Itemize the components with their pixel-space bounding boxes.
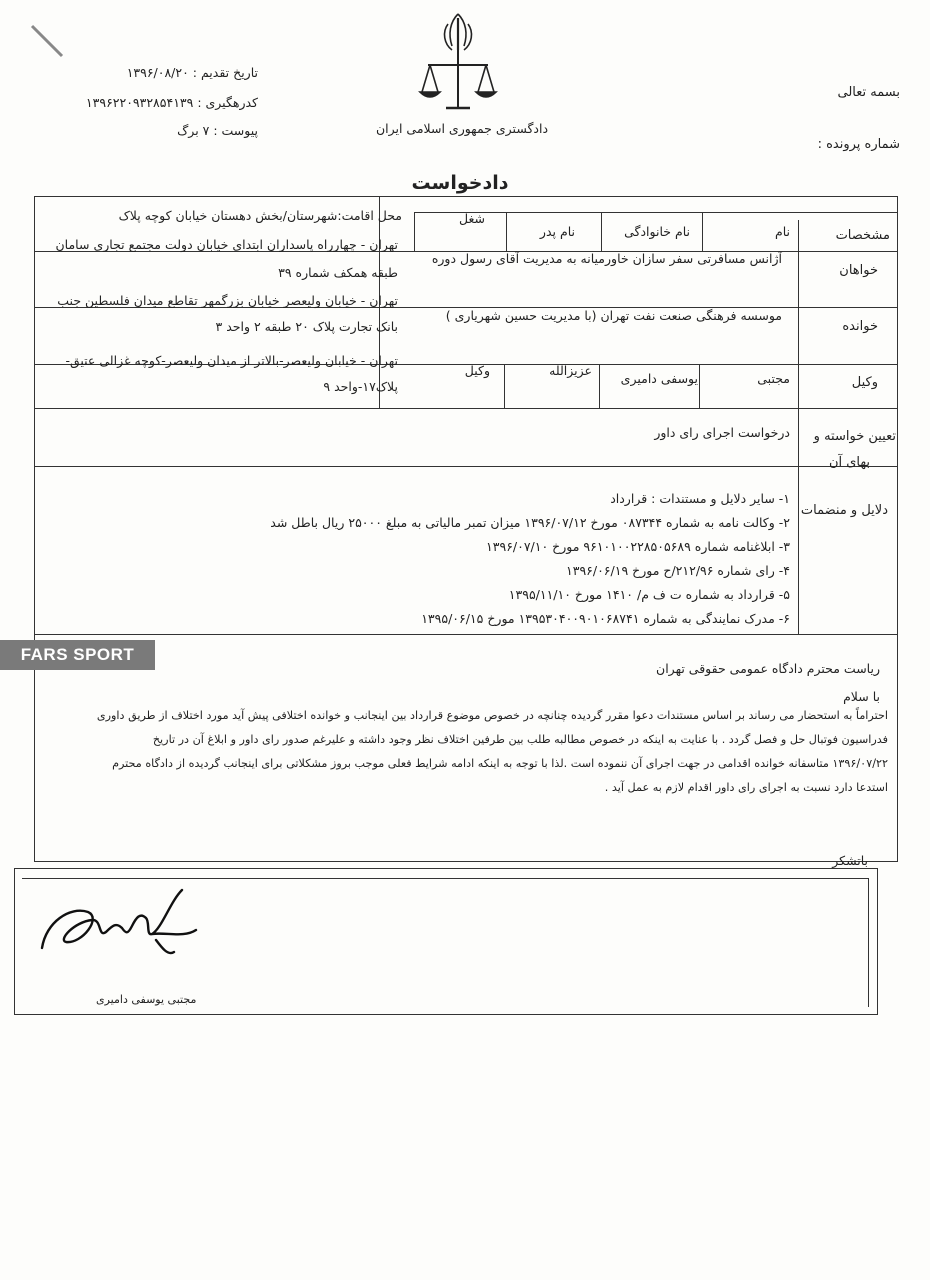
- evidence-item: ۲- وکالت نامه به شماره ۰۸۷۳۴۴ مورخ ۱۳۹۶/۰۷/۱۲ میزان تمبر مالیاتی به مبلغ ۲۵۰۰۰ ریال باطل شد: [270, 515, 790, 530]
- submit-date: تاریخ تقدیم : ۱۳۹۶/۰۸/۲۰: [126, 65, 258, 80]
- col-header-name: نام: [774, 224, 790, 239]
- lawyer-job: وکیل: [464, 363, 490, 378]
- letter-addressee: ریاست محترم دادگاه عمومی حقوقی تهران: [656, 661, 880, 676]
- signature-name: مجتبی یوسفی دامیری: [96, 993, 197, 1006]
- letter-closing: باتشکر: [832, 853, 868, 868]
- letter-line: استدعا دارد نسبت به اجرای رای داور اقدام لازم به عمل آید .: [604, 781, 888, 794]
- evidence-list: [270, 490, 790, 634]
- col-header-family: نام خانوادگی: [624, 224, 690, 239]
- lawyer-first-name: مجتبی: [757, 371, 790, 386]
- plaintiff-address-line1: تهران - چهارراه پاسداران ابتدای خیابان دولت مجتمع تجاری سامان: [55, 237, 398, 252]
- lawyer-last-name: یوسفی دامیری: [620, 371, 698, 386]
- defendant-label: خوانده: [842, 319, 878, 334]
- evidence-item: ۳- ابلاغنامه شماره ۹۶۱۰۱۰۰۲۲۸۵۰۵۶۸۹ مورخ ۱۳۹۶/۰۷/۱۰: [486, 539, 790, 554]
- letter-line: ۱۳۹۶/۰۷/۲۲ متاسفانه خوانده اقدامی در جهت اجرای آن ننموده است .لذا با توجه به اینکه ادامه شرایط فعلی موجب بروز مشکلاتی برای اینجانب گردیده از دادگاه محترم: [112, 757, 888, 770]
- evidence-item: ۱- سایر دلایل و مستندات : قرارداد: [610, 491, 790, 506]
- lawyer-address-line1: تهران - خیابان ولیعصر-بالاتر از میدان ولیعصر-کوچه غزالی عتیق-: [65, 353, 398, 368]
- besmeh: بسمه تعالی: [837, 85, 900, 100]
- scratch-mark: [28, 22, 68, 62]
- col-header-job: شغل: [459, 211, 485, 226]
- fars-sport-watermark: FARS SPORT: [0, 640, 155, 670]
- defendant-address-line2: بانک تجارت پلاک ۲۰ طبقه ۲ واحد ۳: [215, 319, 398, 334]
- evidence-item: ۴- رای شماره ۲۱۲/۹۶/ح مورخ ۱۳۹۶/۰۶/۱۹: [566, 563, 790, 578]
- claim-label-line2: بهای آن: [828, 455, 870, 470]
- lawyer-father: عزیزالله: [549, 363, 592, 378]
- lawyer-label: وکیل: [851, 375, 878, 390]
- claim-value: درخواست اجرای رای داور: [654, 425, 790, 440]
- doc-title: دادخواست: [411, 172, 509, 194]
- plaintiff-name: آژانس مسافرتی سفر سازان خاورمیانه به مدیریت آقای رسول دوره: [431, 251, 782, 266]
- attachment-count: پیوست : ۷ برگ: [177, 123, 258, 138]
- org-name: دادگستری جمهوری اسلامی ایران: [375, 121, 549, 136]
- defendant-name: موسسه فرهنگی صنعت نفت تهران (با مدیریت حسین شهریاری ): [445, 308, 782, 323]
- handwritten-signature: [36, 882, 206, 972]
- plaintiff-address-line2: طبقه همکف شماره ۳۹: [278, 265, 398, 280]
- letter-greeting: با سلام: [843, 689, 880, 704]
- lawyer-address-line2: پلاک۱۷-واحد ۹: [323, 379, 398, 394]
- file-number-label: شماره پرونده :: [817, 137, 900, 152]
- letter-body: [38, 708, 888, 804]
- col-header-residence: محل اقامت:شهرستان/بخش دهستان خیابان کوچه پلاک: [118, 208, 402, 223]
- claim-label-line1: تعیین خواسته و: [813, 429, 896, 444]
- iran-emblem-icon: [418, 10, 498, 115]
- evidence-item: ۵- قرارداد به شماره ت ف م/ ۱۴۱۰ مورخ ۱۳۹۵/۱۱/۱۰: [508, 587, 790, 602]
- col-header-specs: مشخصات: [835, 228, 890, 243]
- col-header-father: نام پدر: [539, 224, 575, 239]
- tracking-code: کدرهگیری : ۱۳۹۶۲۲۰۹۳۲۸۵۴۱۳۹: [85, 95, 258, 110]
- evidence-label: دلایل و منضمات: [800, 503, 888, 518]
- defendant-address-line1: تهران - خیابان ولیعصر خیابان بزرگمهر تقاطع میدان فلسطین جنب: [57, 293, 398, 308]
- evidence-item: ۶- مدرک نمایندگی به شماره ۱۳۹۵۳۰۴۰۰۹۰۱۰۶۸۷۴۱ مورخ ۱۳۹۵/۰۶/۱۵: [421, 611, 790, 626]
- letter-line: فدراسیون فوتبال حل و فصل گردد . با عنایت به اینکه در خصوص مطالبه طلب بین طرفین اختلاف نظر وجود داشته و علیرغم صدور رای داور و ابلاغ آن در تاریخ: [152, 733, 888, 746]
- plaintiff-label: خواهان: [839, 263, 878, 278]
- letter-line: احتراماً به استحضار می رساند بر اساس مستندات دعوا مقرر گردیده چنانچه در خصوص موضوع قرارداد بین اینجانب و خوانده اختلافی پیش آید مورد اختلاف از طریق داوری: [96, 709, 888, 722]
